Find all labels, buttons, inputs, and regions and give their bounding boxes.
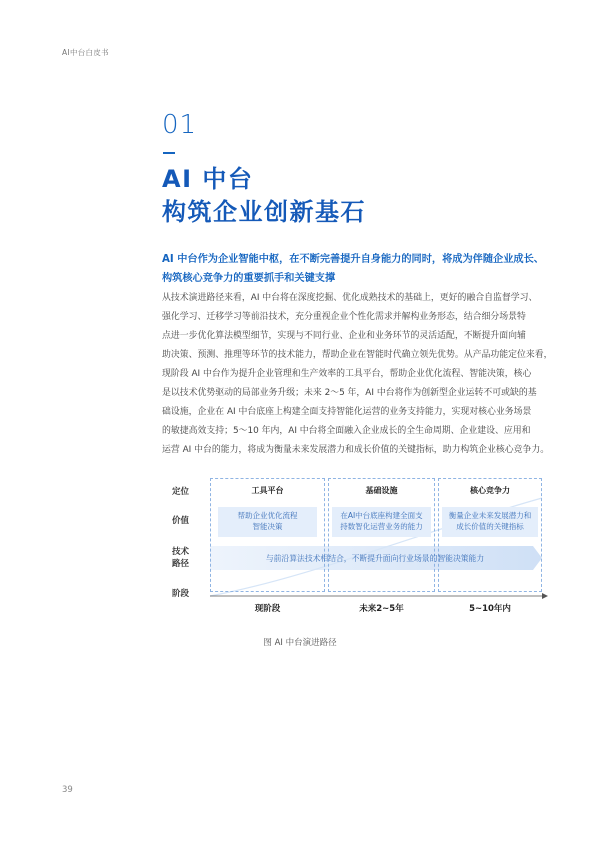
value-box-1 bbox=[218, 507, 317, 537]
value-text: 衡量企业未来发展潜力和 bbox=[448, 511, 532, 520]
tech-path-text: 与前沿算法技术相结合，不断提升面向行业场景的智能决策能力 bbox=[265, 554, 485, 563]
body-line: 强化学习、迁移学习等前沿技术，充分重视企业个性化需求并解构业务形态，结合细分场景特 bbox=[162, 312, 526, 322]
lead-line-1: AI 中台作为企业智能中枢，在不断完善提升自身能力的同时，将成为伴随企业成长、 bbox=[162, 254, 544, 265]
chapter-title-line2: 构筑企业创新基石 bbox=[162, 198, 366, 226]
chapter-title-line1: AI 中台 bbox=[162, 165, 254, 193]
axis-arrowhead bbox=[542, 593, 548, 599]
body-line: 助决策、预测、推理等环节的技术能力，帮助企业在智能时代确立领先优势。从产品功能定位来看， bbox=[162, 350, 553, 360]
body-line: 点进一步优化算法模型细节，实现与不同行业、企业和业务环节的灵活适配，不断提升面向辅 bbox=[162, 331, 526, 341]
column-header: 核心竞争力 bbox=[470, 486, 510, 495]
value-text: 在AI中台底座构建全面支 bbox=[340, 511, 423, 520]
chapter-divider bbox=[163, 152, 175, 154]
value-text: 持数智化运营业务的能力 bbox=[340, 522, 423, 531]
axis-label: 未来2~5年 bbox=[359, 604, 404, 614]
value-text: 帮助企业优化流程 bbox=[237, 511, 298, 520]
column-header: 基础设施 bbox=[365, 486, 398, 495]
header-label: AI中台白皮书 bbox=[62, 48, 109, 57]
page-number: 39 bbox=[62, 785, 73, 795]
axis-label: 5~10年内 bbox=[469, 604, 511, 614]
body-line: 运营 AI 中台的能力，将成为衡量未来发展潜力和成长价值的关键指标，助力构筑企业核心竞争力。 bbox=[162, 445, 550, 455]
column-header: 工具平台 bbox=[251, 486, 284, 495]
row-label-tech-path-1: 技术 bbox=[172, 547, 190, 557]
value-text: 智能决策 bbox=[252, 522, 283, 531]
row-label-value: 价值 bbox=[172, 516, 190, 526]
row-label-position: 定位 bbox=[172, 487, 190, 497]
lead-line-2: 构筑核心竞争力的重要抓手和关键支撑 bbox=[162, 273, 336, 284]
body-line: 是以技术优势驱动的局部业务升级；未来 2～5 年，AI 中台将作为创新型企业运转不可或缺的基 bbox=[162, 388, 537, 398]
body-line: 的敏捷高效支持；5～10 年内，AI 中台将全面融入企业成长的全生命周期、企业建设、应用和 bbox=[162, 426, 531, 436]
figure-caption: 图 AI 中台演进路径 bbox=[263, 638, 337, 648]
axis-label: 现阶段 bbox=[254, 604, 281, 614]
chapter-number: 01 bbox=[162, 110, 198, 140]
body-line: 现阶段 AI 中台作为提升企业管理和生产效率的工具平台，帮助企业优化流程、智能决策，核心 bbox=[162, 369, 532, 379]
value-box-3 bbox=[442, 507, 538, 537]
value-box-2 bbox=[332, 507, 431, 537]
value-text: 成长价值的关键指标 bbox=[456, 522, 524, 531]
body-line: 从技术演进路径来看，AI 中台将在深度挖掘、优化成熟技术的基础上，更好的融合自监督学习、 bbox=[162, 293, 538, 303]
row-label-tech-path-2: 路径 bbox=[172, 559, 190, 569]
row-label-stage: 阶段 bbox=[172, 589, 190, 599]
body-line: 础设施，企业在 AI 中台底座上构建全面支持智能化运营的业务支持能力，实现对核心业务场景 bbox=[162, 407, 532, 417]
evolution-diagram bbox=[158, 478, 548, 628]
